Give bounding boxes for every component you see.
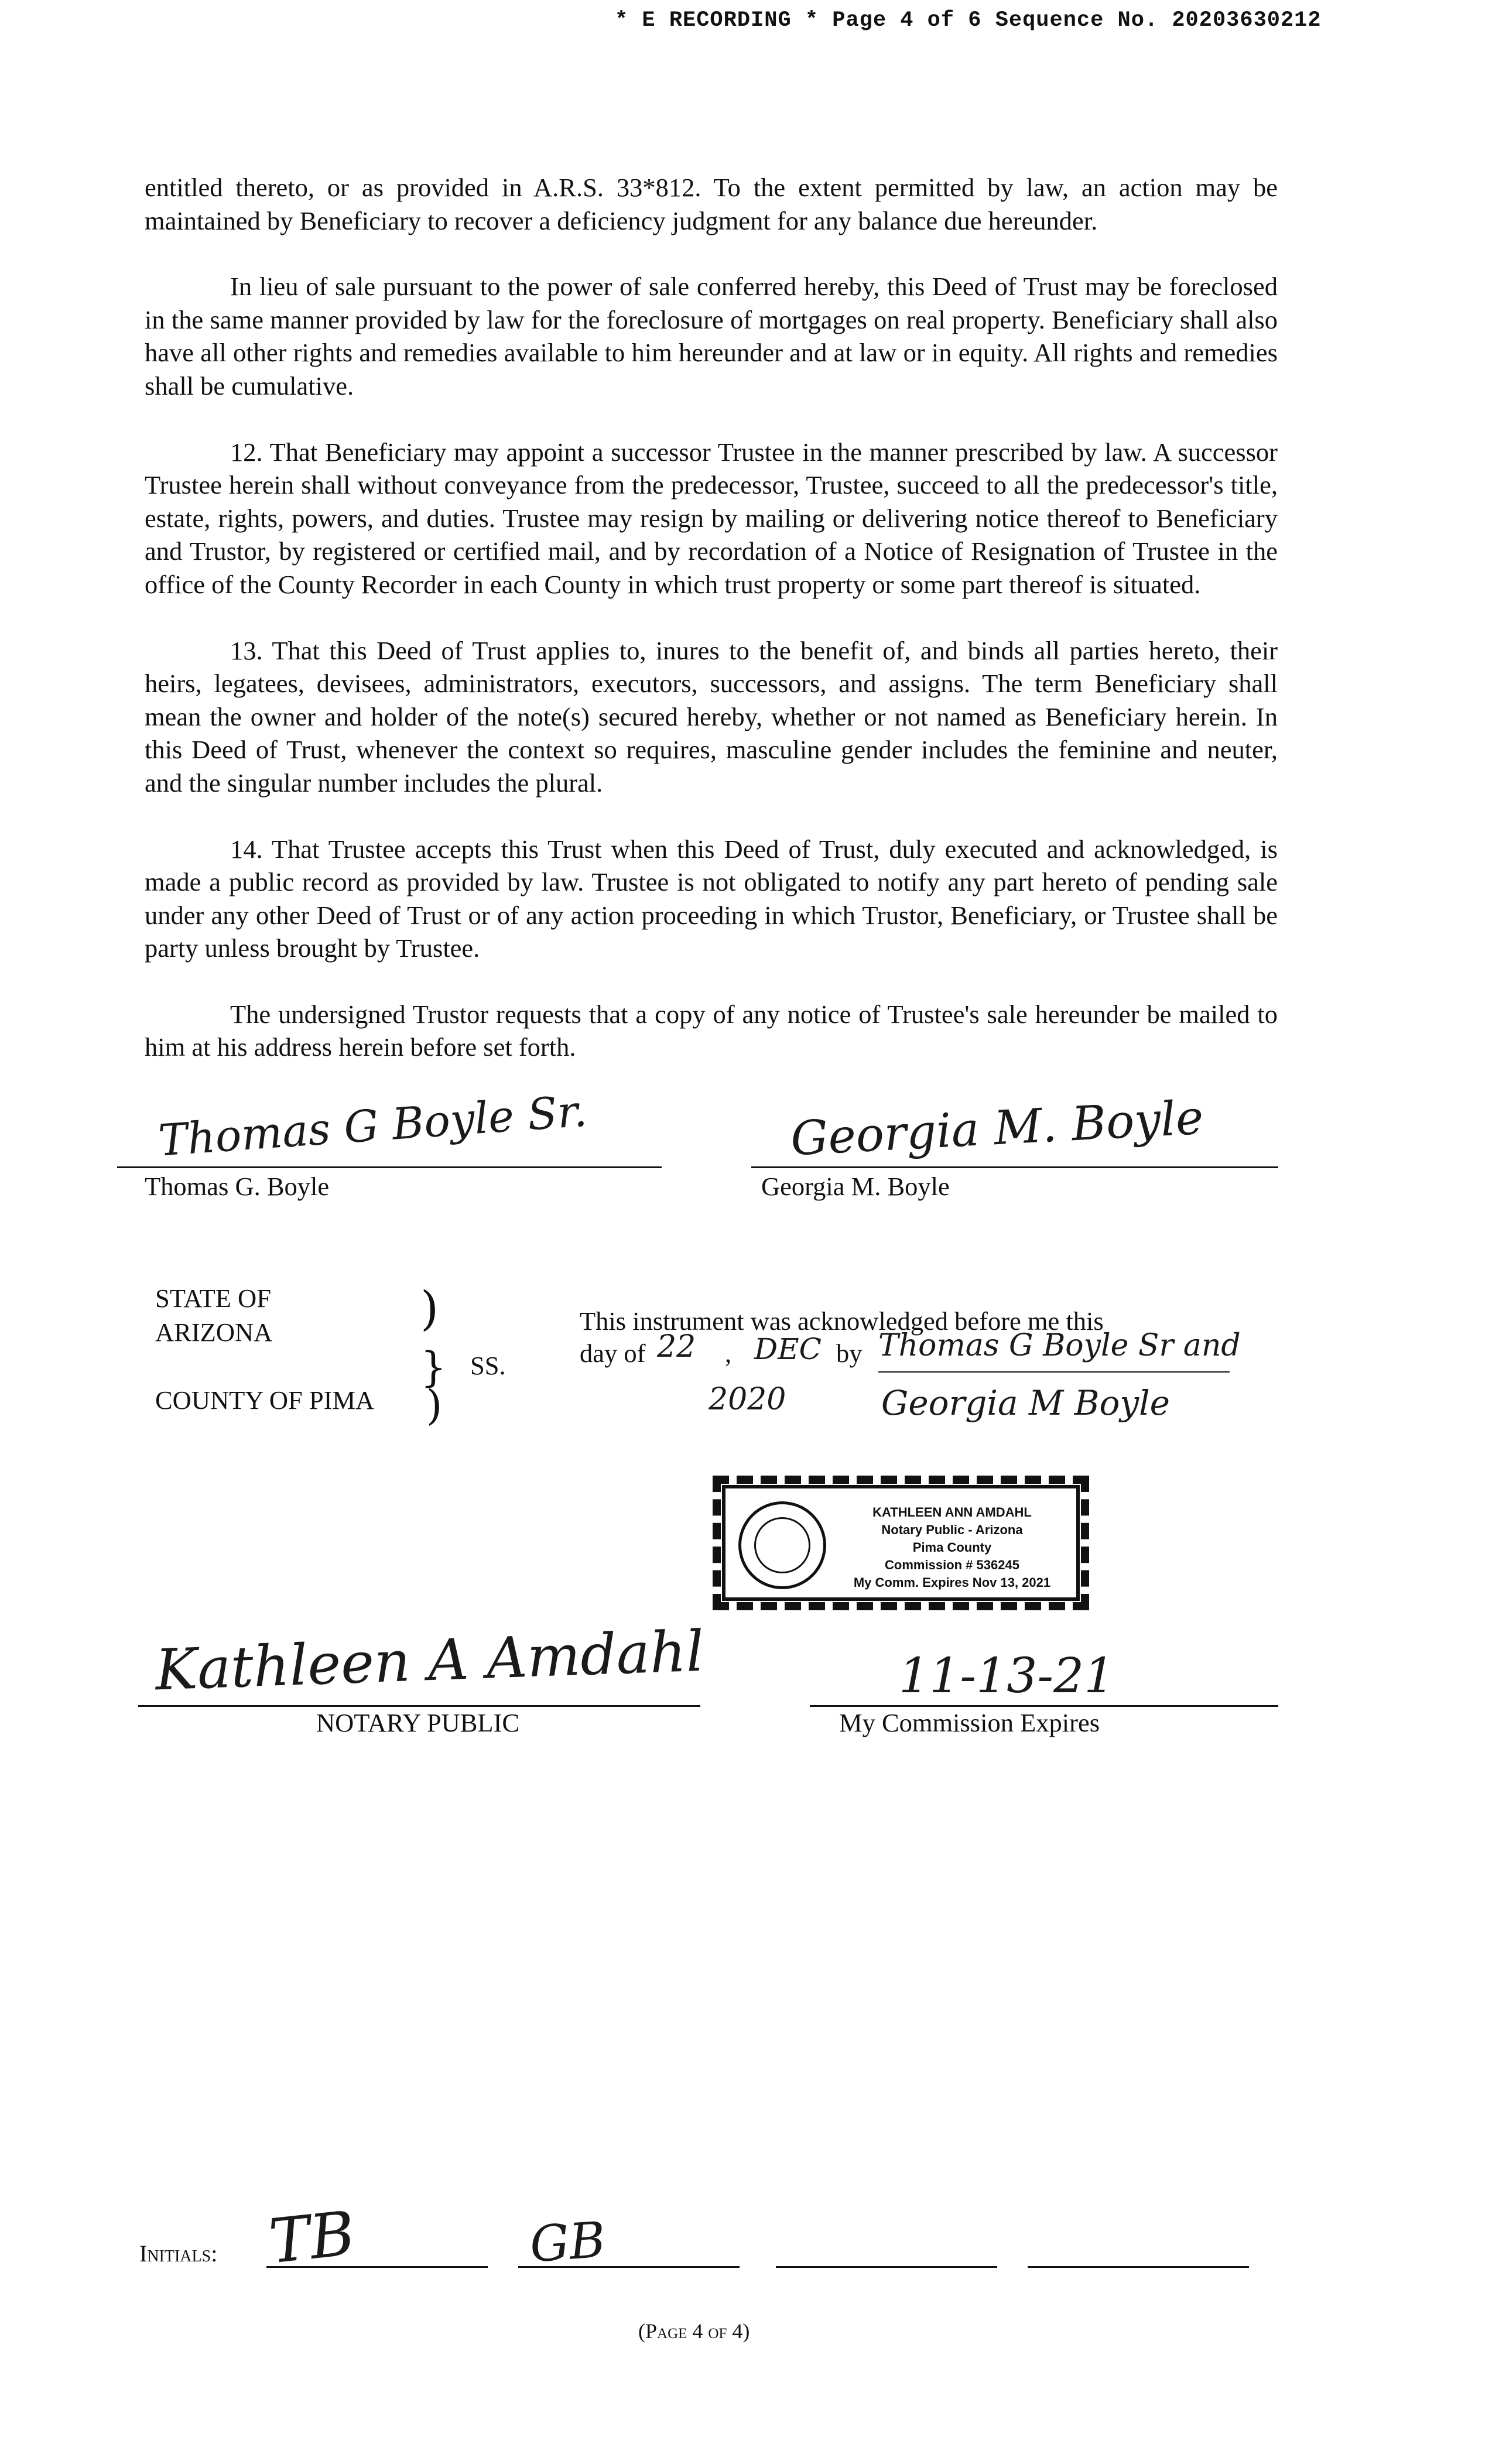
acknowledgment-year: 2020 (709, 1382, 786, 1417)
paragraph-continuation: entitled thereto, or as provided in A.R.S. 33*812. To the extent permitted by law, an action may be maintained by Beneficiary to recover a deficiency judgment for any balance due hereunder. (145, 173, 1278, 235)
notary-stamp-name: KATHLEEN ANN AMDAHL (872, 1505, 1032, 1520)
trustor-1-signature-line (117, 1166, 662, 1168)
initials-label: Initials: (139, 2240, 218, 2267)
acknowledgment-signers-2: Georgia M Boyle (881, 1383, 1170, 1423)
notary-stamp-commission: Commission # 536245 (885, 1558, 1019, 1572)
trustor-1-signature: Thomas G Boyle Sr. (156, 1086, 589, 1166)
commission-expires-label: My Commission Expires (839, 1708, 1100, 1737)
venue-brace-bottom: ) (426, 1381, 443, 1429)
commission-expires-line (810, 1705, 1278, 1707)
paragraph-13-parties: 13. That this Deed of Trust applies to, inures to the benefit of, and binds all parties hereto, their heirs, legatees, devisees, administrators, executors, successors, and assigns. The term Beneficiary shall mean the owner and holder of the note(s) secured hereby, whether or not named as Beneficiary herein. In this Deed of Trust, whenever the context so requires, masculine gender includes the feminine and neuter, and the singular number includes the plural. (145, 635, 1278, 798)
initials-trustor-2: GB (528, 2210, 608, 2274)
venue-state: STATE OF ARIZONA (155, 1284, 273, 1347)
trustor-2-signature-line (751, 1166, 1278, 1168)
venue-brace: ) (420, 1281, 439, 1336)
notary-stamp (713, 1476, 1089, 1610)
paragraph-lieu-of-sale: In lieu of sale pursuant to the power of sale conferred hereby, this Deed of Trust may be foreclosed in the same manner provided by law for the foreclosure of mortgages on real property. Beneficiary shall also have all other rights and remedies available to him hereunder and at law or in equity. All rights and remedies shall be cumulative. (145, 272, 1278, 401)
acknowledgment-month: DEC (754, 1332, 822, 1366)
notary-stamp-expires: My Comm. Expires Nov 13, 2021 (853, 1575, 1051, 1590)
initials-line-2 (518, 2266, 740, 2268)
trustor-2-name: Georgia M. Boyle (761, 1172, 950, 1201)
notary-stamp-text (832, 1504, 1072, 1592)
initials-line-1 (266, 2266, 488, 2268)
state-seal-icon (738, 1501, 826, 1589)
recording-header: * E RECORDING * Page 4 of 6 Sequence No. 20203630212 (615, 8, 1322, 33)
trustor-1-name: Thomas G. Boyle (145, 1172, 330, 1201)
initials-line-3 (776, 2266, 997, 2268)
venue-ss: SS. (470, 1351, 506, 1380)
venue-brace-middle: } (420, 1343, 447, 1391)
acknowledgment-signer-underline (878, 1371, 1230, 1373)
acknowledgment-day-prefix: day of (580, 1339, 646, 1368)
paragraph-notice-request: The undersigned Trustor requests that a copy of any notice of Trustee's sale hereunder be mailed to him at his address herein before set forth. (145, 999, 1278, 1062)
acknowledgment-text: This instrument was acknowledged before me this (580, 1306, 1104, 1336)
notary-signature-line (138, 1705, 700, 1707)
notary-stamp-title: Notary Public - Arizona (881, 1522, 1023, 1537)
initials-trustor-1: TB (266, 2197, 358, 2278)
trustor-2-signature: Georgia M. Boyle (789, 1090, 1205, 1166)
paragraph-12-successor-trustee: 12. That Beneficiary may appoint a successor Trustee in the manner prescribed by law. A successor Trustee herein shall without conveyance from the predecessor, Trustee, succeed to all the predecessor's title, estate, rights, powers, and duties. Trustee may resign by mailing or delivering notice thereof to Beneficiary and Trustor, by registered or certified mail, and by recordation of a Notice of Resignation of Trustee in the office of the County Recorder in each County in which trust property or some part thereof is situated. (145, 437, 1278, 599)
venue-county: COUNTY OF PIMA (155, 1385, 375, 1415)
commission-expires-date: 11-13-21 (899, 1648, 1115, 1704)
notary-stamp-county: Pima County (912, 1540, 992, 1555)
deed-body-text (145, 171, 1278, 1064)
acknowledgment-comma: , (725, 1339, 732, 1368)
paragraph-14-trustee-accepts: 14. That Trustee accepts this Trust when this Deed of Trust, duly executed and acknowledged, is made a public record as provided by law. Trustee is not obligated to notify any part hereto of pending sale under any other Deed of Trust or of any action proceeding in which Trustor, Beneficiary, or Trustee shall be party unless brought by Trustee. (145, 834, 1278, 963)
acknowledgment-signers-1: Thomas G Boyle Sr and (878, 1328, 1241, 1363)
page-number: (Page 4 of 4) (638, 2319, 750, 2343)
initials-line-4 (1028, 2266, 1249, 2268)
acknowledgment-by: by (836, 1339, 863, 1368)
notary-public-label: NOTARY PUBLIC (316, 1708, 520, 1737)
notary-signature: Kathleen A Amdahl (154, 1618, 706, 1703)
acknowledgment-day: 22 (657, 1329, 696, 1364)
